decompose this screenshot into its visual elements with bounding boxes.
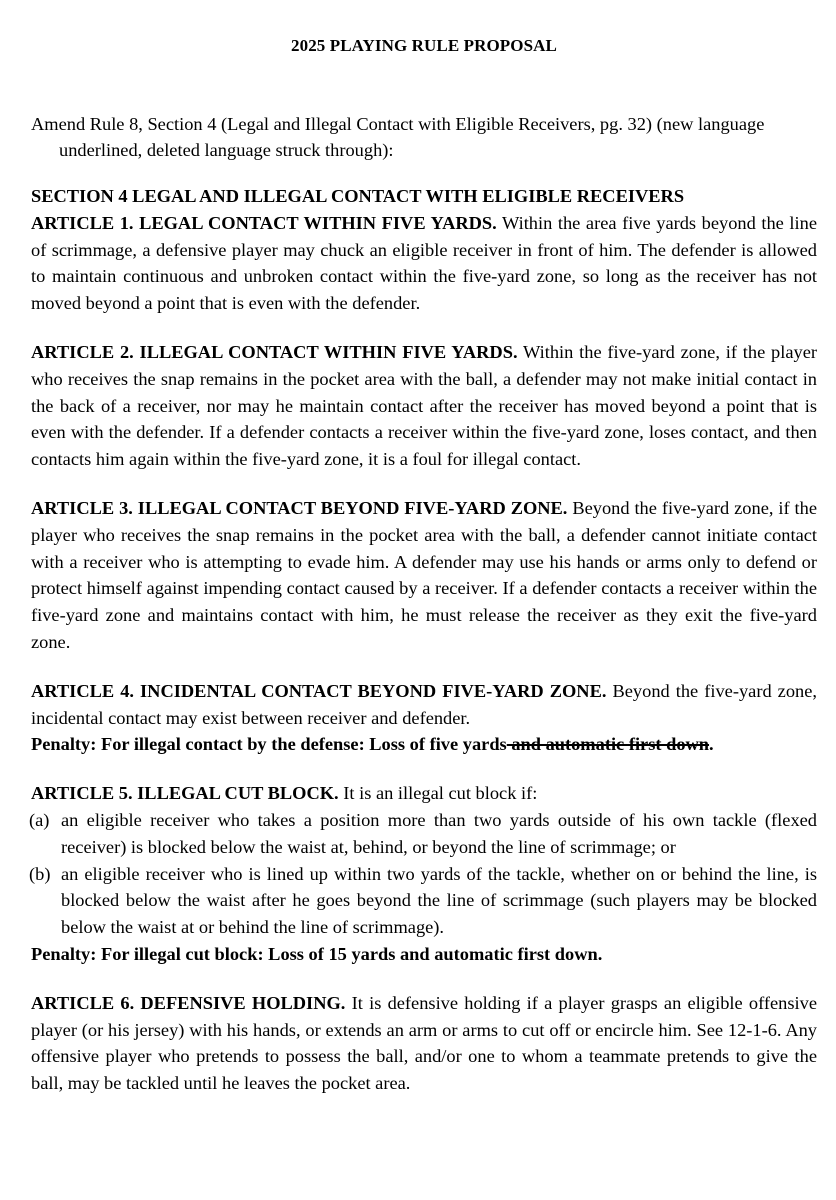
struck-text: and automatic first down bbox=[506, 734, 710, 755]
section-heading: SECTION 4 LEGAL AND ILLEGAL CONTACT WITH ELIGIBLE RECEIVERS bbox=[31, 186, 685, 206]
article-5-penalty: Penalty: For illegal cut block: Loss of 15 yards and automatic first down. bbox=[31, 943, 603, 964]
article-3-heading: ARTICLE 3. ILLEGAL CONTACT BEYOND FIVE-YARD ZONE. bbox=[31, 497, 568, 518]
article-3-block bbox=[31, 495, 817, 656]
article-5-body: It is an illegal cut block if: bbox=[338, 783, 538, 804]
document-title: 2025 PLAYING RULE PROPOSAL bbox=[291, 36, 557, 55]
article-4-body: Beyond the five-yard zone, incidental contact may exist between receiver and defender. bbox=[31, 680, 817, 728]
article-5-heading: ARTICLE 5. ILLEGAL CUT BLOCK. bbox=[31, 783, 339, 804]
article-4-heading: ARTICLE 4. INCIDENTAL CONTACT BEYOND FIVE-YARD ZONE. bbox=[31, 680, 607, 701]
article-5-block bbox=[31, 780, 817, 968]
section-4 bbox=[31, 183, 817, 317]
article-6 bbox=[31, 990, 817, 1097]
article-2-block bbox=[31, 339, 817, 473]
article-1 bbox=[31, 210, 817, 317]
amend-instruction: Amend Rule 8, Section 4 (Legal and Illegal Contact with Eligible Receivers, pg. 32) (new language underlined, deleted language struck through): bbox=[31, 114, 765, 160]
article-2 bbox=[31, 339, 817, 473]
article-1-body: Within the area five yards beyond the line of scrimmage, a defensive player may chuck an eligible receiver in front of him. The defender is allowed to maintain continuous and unbroken contact within the five-yard zone, so long as the receiver has not moved beyond a point that is even with the defender. bbox=[31, 212, 817, 314]
article-4-block bbox=[31, 678, 817, 758]
article-6-heading: ARTICLE 6. DEFENSIVE HOLDING. bbox=[31, 992, 346, 1013]
article-5 bbox=[31, 780, 817, 807]
article-1-heading: ARTICLE 1. LEGAL CONTACT WITHIN FIVE YARDS. bbox=[31, 212, 497, 233]
article-6-block bbox=[31, 990, 817, 1097]
list-item: (a) an eligible receiver who takes a position more than two yards outside of his own tackle (flexed receiver) is blocked below the waist at, behind, or beyond the line of scrimmage; or bbox=[29, 809, 817, 857]
list-item: (b) an eligible receiver who is lined up within two yards of the tackle, whether on or behind the line, is blocked below the waist after he goes beyond the line of scrimmage (such players may be blocked below the waist at or behind the line of scrimmage). bbox=[29, 863, 817, 938]
article-6-body: It is defensive holding if a player grasps an eligible offensive player (or his jersey) with his hands, or extends an arm or arms to cut off or encircle him. See 12-1-6. Any offensive player who pretends to possess the ball, and/or one to whom a teammate pretends to give the ball, may be tackled until he leaves the pocket area. bbox=[31, 992, 817, 1094]
article-2-body: Within the five-yard zone, if the player who receives the snap remains in the pocket area with the ball, a defender may not make initial contact in the back of a receiver, nor may he maintain contact after the receiver has moved beyond a point that is even with the defender. If a defender contacts a receiver within the five-yard zone, loses contact, and then contacts him again within the five-yard zone, it is a foul for illegal contact. bbox=[31, 341, 817, 470]
article-3-body: Beyond the five-yard zone, if the player who receives the snap remains in the pocket area with the ball, a defender cannot initiate contact with a receiver who is attempting to evade him. A defender may use his hands or arms only to defend or protect himself against impending contact caused by a receiver. If a defender contacts a receiver within the five-yard zone and maintains contact with him, he must release the receiver as they exit the five-yard zone. bbox=[31, 497, 817, 652]
article-4-penalty: Penalty: For illegal contact by the defense: Loss of five yards and automatic first down. bbox=[31, 734, 714, 755]
article-2-heading: ARTICLE 2. ILLEGAL CONTACT WITHIN FIVE YARDS. bbox=[31, 341, 518, 362]
article-3 bbox=[31, 495, 817, 656]
document-page bbox=[31, 36, 817, 1097]
article-4 bbox=[31, 678, 817, 732]
